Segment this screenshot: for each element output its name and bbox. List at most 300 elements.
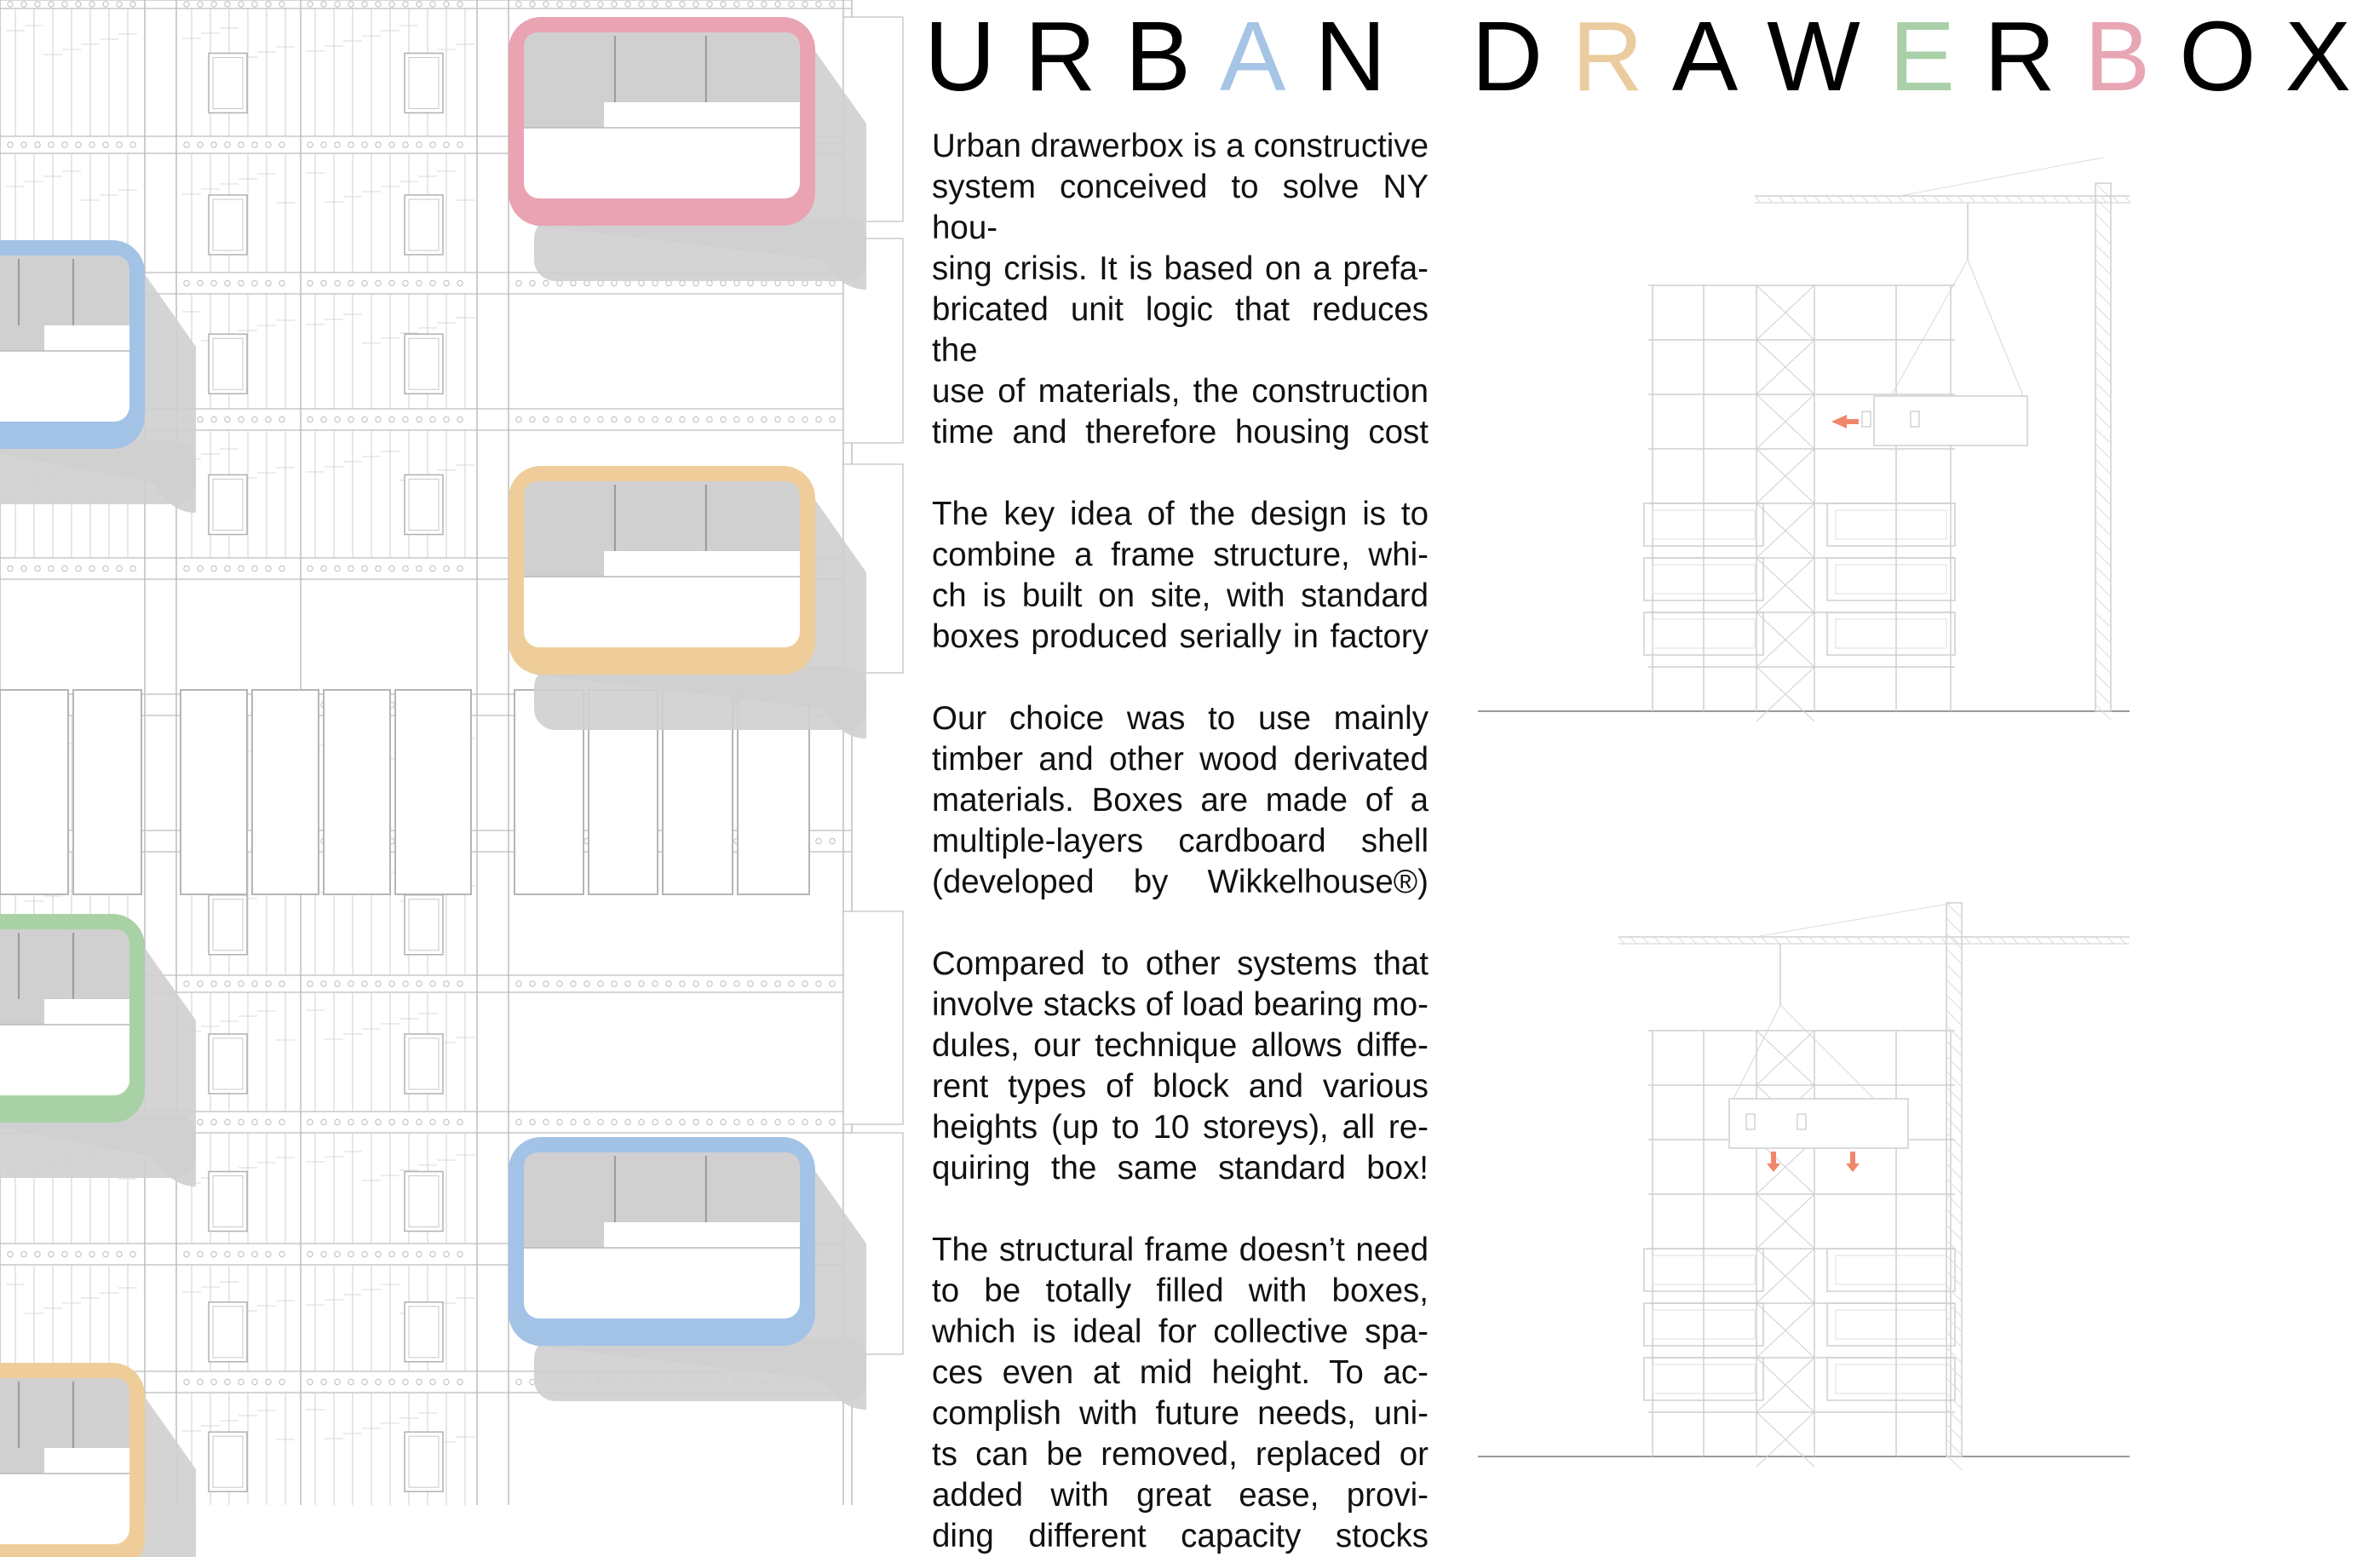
bolt — [430, 1251, 435, 1256]
jib-lattice — [1922, 196, 1928, 203]
jib-lattice — [1755, 196, 1761, 203]
title-letter: A — [1671, 1, 1768, 112]
bolt — [652, 1119, 658, 1124]
bolt — [652, 417, 658, 422]
mast-lattice — [1946, 1424, 1962, 1439]
window — [405, 895, 443, 955]
bolt — [830, 280, 835, 285]
mast-lattice — [2095, 490, 2111, 505]
jib-lattice — [1802, 196, 1808, 203]
shop-glazing — [0, 690, 68, 894]
bolt — [279, 2, 285, 7]
bolt — [35, 2, 40, 7]
window — [405, 1034, 443, 1094]
bolt — [721, 981, 726, 986]
diagram-group — [1478, 158, 2130, 721]
bolt — [266, 142, 271, 147]
bolt — [639, 2, 644, 7]
bolt — [530, 1119, 535, 1124]
bolt — [612, 280, 617, 285]
bolt — [557, 981, 562, 986]
text-line: combine a frame structure, whi- — [932, 537, 1429, 573]
jib-lattice — [1905, 937, 1911, 944]
bolt — [211, 142, 216, 147]
bolt — [184, 566, 189, 571]
bolt — [417, 417, 422, 422]
jib-lattice — [1702, 937, 1708, 944]
mast-lattice — [1946, 980, 1962, 995]
text-line: ces even at mid height. To ac- — [932, 1354, 1429, 1391]
jib-lattice — [1726, 937, 1732, 944]
mast-lattice — [1946, 1286, 1962, 1301]
bolt — [198, 566, 203, 571]
text-line: involve stacks of load bearing mo- — [932, 986, 1429, 1023]
jib-lattice — [2005, 196, 2011, 203]
bolt — [417, 981, 422, 986]
shop-glazing — [324, 690, 390, 894]
bolt — [707, 1119, 712, 1124]
bolt — [225, 1119, 230, 1124]
mast-lattice — [2095, 474, 2111, 490]
bolt — [279, 981, 285, 986]
bolt — [430, 417, 435, 422]
bolt — [816, 2, 821, 7]
bolt — [403, 1251, 408, 1256]
bolt — [376, 142, 381, 147]
bolt — [225, 1251, 230, 1256]
bolt — [308, 142, 313, 147]
bolt — [666, 981, 671, 986]
bolt — [584, 1119, 589, 1124]
mast-lattice — [2095, 260, 2111, 275]
bolt — [117, 566, 122, 571]
jib-lattice — [1874, 196, 1880, 203]
bolt — [348, 280, 354, 285]
bolt — [308, 1119, 313, 1124]
bolt — [279, 280, 285, 285]
bolt — [211, 2, 216, 7]
bolt — [802, 2, 808, 7]
window — [209, 1432, 247, 1491]
insert-arrow — [1831, 415, 1859, 428]
bolt — [211, 1251, 216, 1256]
mast-lattice — [1946, 918, 1962, 934]
box-shadow — [0, 440, 196, 504]
bolt — [321, 280, 326, 285]
bolt — [211, 566, 216, 571]
bolt — [571, 981, 576, 986]
bolt — [376, 1251, 381, 1256]
bolt — [252, 417, 257, 422]
jib-lattice — [1750, 937, 1756, 944]
bolt — [389, 2, 394, 7]
mast-lattice — [2095, 214, 2111, 229]
description-paragraph — [932, 944, 1429, 1189]
mast-lattice — [2095, 582, 2111, 597]
bolt — [49, 142, 54, 147]
text-line: time and therefore housing cost — [932, 414, 1429, 451]
bolt — [252, 981, 257, 986]
bolt — [625, 2, 630, 7]
title-letter: U — [924, 1, 1025, 112]
bolt — [239, 2, 244, 7]
bolt — [789, 981, 794, 986]
mast-lattice — [1946, 1056, 1962, 1072]
box-shadow — [534, 1337, 866, 1401]
bolt — [543, 1119, 549, 1124]
bolt — [184, 280, 189, 285]
bolt — [457, 1119, 463, 1124]
bolt — [362, 1379, 367, 1384]
bolt — [571, 417, 576, 422]
bolt — [584, 417, 589, 422]
crane-diagram-horizontal-insertion — [1474, 158, 2130, 720]
mast-lattice — [2095, 398, 2111, 413]
mast-lattice — [1946, 1347, 1962, 1363]
bolt — [444, 981, 449, 986]
bolt — [543, 2, 549, 7]
bolt — [348, 981, 354, 986]
bolt — [103, 1251, 108, 1256]
mast-lattice — [2095, 413, 2111, 428]
bolt — [76, 2, 81, 7]
project-title — [924, 0, 2380, 112]
description-paragraph — [932, 698, 1429, 903]
bolt — [389, 1251, 394, 1256]
jib-lattice — [1850, 196, 1856, 203]
bolt — [830, 417, 835, 422]
mast-lattice — [2095, 505, 2111, 520]
bolt — [348, 417, 354, 422]
bolt — [266, 566, 271, 571]
mast-lattice — [2095, 336, 2111, 352]
mast-lattice — [1946, 903, 1962, 918]
jib-lattice — [2072, 937, 2078, 944]
bolt — [639, 280, 644, 285]
bolt — [417, 280, 422, 285]
bolt — [625, 1119, 630, 1124]
bolt — [376, 2, 381, 7]
mast-lattice — [2095, 382, 2111, 398]
box-unit-3 — [0, 914, 196, 1186]
bolt — [802, 1119, 808, 1124]
bolt — [707, 280, 712, 285]
bolt — [693, 981, 698, 986]
bolt — [362, 1119, 367, 1124]
bolt — [403, 280, 408, 285]
jib-lattice — [2012, 937, 2018, 944]
window — [209, 1172, 247, 1232]
bolt — [21, 1251, 26, 1256]
window — [405, 195, 443, 255]
mast-lattice — [1946, 1209, 1962, 1225]
bolt — [762, 417, 767, 422]
bolt — [252, 1119, 257, 1124]
bolt — [348, 566, 354, 571]
title-letter: A — [1219, 1, 1315, 112]
bolt — [457, 2, 463, 7]
mast-lattice — [2095, 520, 2111, 536]
bolt — [211, 417, 216, 422]
bolt — [734, 2, 739, 7]
text-line: Urban drawerbox is a constructive — [932, 128, 1429, 164]
bolt — [198, 280, 203, 285]
bolt — [21, 2, 26, 7]
bolt — [184, 981, 189, 986]
bolt — [707, 981, 712, 986]
title-letter: R — [1572, 1, 1672, 112]
bolt — [198, 1379, 203, 1384]
bolt — [321, 981, 326, 986]
bolt — [62, 142, 67, 147]
jib-lattice — [1738, 937, 1744, 944]
text-line: (developed by Wikkelhouse®) — [932, 864, 1429, 900]
jib-lattice — [2060, 937, 2066, 944]
bolt — [321, 142, 326, 147]
bolt — [239, 1379, 244, 1384]
bolt — [571, 280, 576, 285]
jib-lattice — [2084, 937, 2090, 944]
bolt — [598, 417, 603, 422]
bolt — [457, 981, 463, 986]
text-line: materials. Boxes are made of a — [932, 782, 1429, 819]
description-paragraph — [932, 1230, 1429, 1557]
title-letter — [1415, 0, 1471, 112]
bolt — [130, 142, 135, 147]
jib-lattice — [2077, 196, 2083, 203]
bolt — [444, 280, 449, 285]
text-line: use of materials, the construction — [932, 373, 1429, 410]
bolt — [530, 280, 535, 285]
bolt — [239, 280, 244, 285]
jib-lattice — [1797, 937, 1803, 944]
bolt — [639, 1119, 644, 1124]
bolt — [598, 2, 603, 7]
bolt — [666, 1119, 671, 1124]
crane-diagram-vertical-insertion — [1474, 903, 2130, 1465]
jib-lattice — [1988, 937, 1994, 944]
mast-lattice — [1946, 1133, 1962, 1148]
window — [209, 1302, 247, 1362]
box-window — [1862, 411, 1871, 427]
jib-lattice — [2036, 937, 2042, 944]
bolt — [239, 1251, 244, 1256]
crane-tie — [1755, 903, 1954, 937]
bolt — [516, 1119, 521, 1124]
bolt — [117, 2, 122, 7]
bolt — [62, 566, 67, 571]
title-letter: W — [1767, 1, 1889, 112]
text-line: ding different capacity stocks — [932, 1518, 1429, 1554]
text-line: heights (up to 10 storeys), all re- — [932, 1109, 1429, 1146]
mast-lattice — [1946, 1378, 1962, 1393]
mast-lattice — [1946, 995, 1962, 1010]
window — [209, 334, 247, 394]
bolt — [376, 417, 381, 422]
jib-lattice — [1862, 196, 1868, 203]
jib-lattice — [2065, 196, 2071, 203]
mast-lattice — [1946, 1087, 1962, 1102]
window — [209, 895, 247, 955]
window — [405, 334, 443, 394]
bolt — [721, 1119, 726, 1124]
bolt — [516, 2, 521, 7]
jib-lattice — [1869, 937, 1875, 944]
bolt — [348, 142, 354, 147]
jib-lattice — [1654, 937, 1660, 944]
window — [209, 54, 247, 113]
bolt — [362, 981, 367, 986]
text-line: to be totally filled with boxes, — [932, 1273, 1429, 1309]
text-line: ts can be removed, replaced or — [932, 1436, 1429, 1473]
mast-lattice — [1946, 1026, 1962, 1041]
jib-lattice — [1785, 937, 1791, 944]
bolt — [49, 1251, 54, 1256]
mast-lattice — [2095, 628, 2111, 643]
bolt — [734, 981, 739, 986]
bolt — [211, 1379, 216, 1384]
bolt — [557, 280, 562, 285]
bolt — [775, 280, 780, 285]
bolt — [308, 1379, 313, 1384]
mast-lattice — [1946, 1393, 1962, 1409]
bolt — [266, 1251, 271, 1256]
bolt — [707, 2, 712, 7]
window — [405, 1432, 443, 1491]
bolt — [335, 1379, 340, 1384]
text-line: quiring the same standard box! — [932, 1150, 1429, 1186]
insert-arrow — [1767, 1152, 1780, 1172]
jib-lattice — [1774, 937, 1779, 944]
bolt — [198, 142, 203, 147]
text-line: The key idea of the design is to — [932, 496, 1429, 532]
bolt — [252, 2, 257, 7]
bolt — [557, 417, 562, 422]
bolt — [198, 2, 203, 7]
bolt — [103, 142, 108, 147]
text-line: ch is built on site, with standard — [932, 577, 1429, 614]
bolt — [430, 2, 435, 7]
text-line: timber and other wood derivated — [932, 741, 1429, 778]
bolt — [666, 417, 671, 422]
bolt — [348, 2, 354, 7]
bolt — [35, 1251, 40, 1256]
bolt — [403, 142, 408, 147]
jib-lattice — [1826, 196, 1832, 203]
mast-lattice — [1946, 1102, 1962, 1117]
mast-lattice — [1946, 1179, 1962, 1194]
bolt — [8, 142, 13, 147]
bolt — [266, 280, 271, 285]
bolt — [35, 566, 40, 571]
bolt — [76, 1251, 81, 1256]
bolt — [211, 1119, 216, 1124]
jib-lattice — [2124, 196, 2130, 203]
mast-lattice — [2095, 306, 2111, 321]
mast-lattice — [2095, 229, 2111, 244]
window — [405, 475, 443, 535]
bolt — [211, 280, 216, 285]
bolt — [321, 1379, 326, 1384]
bolt — [625, 417, 630, 422]
jib-lattice — [1838, 196, 1844, 203]
jib-lattice — [2000, 937, 2006, 944]
bolt — [444, 1251, 449, 1256]
jib-lattice — [1791, 196, 1796, 203]
bolt — [403, 417, 408, 422]
jib-lattice — [1630, 937, 1636, 944]
bolt — [49, 566, 54, 571]
title-letter: O — [2179, 1, 2285, 112]
bolt — [335, 566, 340, 571]
bolt — [335, 1119, 340, 1124]
bolt — [225, 981, 230, 986]
bolt — [543, 280, 549, 285]
bolt — [639, 417, 644, 422]
bolt — [389, 981, 394, 986]
text-line: Compared to other systems that — [932, 945, 1429, 982]
jib-lattice — [2095, 937, 2101, 944]
bolt — [21, 566, 26, 571]
bolt — [444, 1379, 449, 1384]
bolt — [430, 1379, 435, 1384]
bolt — [362, 142, 367, 147]
stacked-box-inner — [1836, 619, 1946, 648]
bolt — [252, 280, 257, 285]
bolt — [76, 566, 81, 571]
bolt — [680, 2, 685, 7]
bolt — [721, 280, 726, 285]
bolt — [348, 1379, 354, 1384]
bolt — [748, 417, 753, 422]
bolt — [666, 2, 671, 7]
bolt — [680, 1119, 685, 1124]
bolt — [444, 566, 449, 571]
jib-lattice — [1964, 937, 1970, 944]
bolt — [49, 2, 54, 7]
title-letter: D — [1471, 1, 1572, 112]
text-line: Our choice was to use mainly — [932, 700, 1429, 737]
shop-glazing — [73, 690, 141, 894]
bolt — [830, 2, 835, 7]
window — [405, 54, 443, 113]
sling — [1968, 260, 2023, 396]
crane-tie — [1900, 158, 2103, 196]
bolt — [530, 2, 535, 7]
bolt — [584, 280, 589, 285]
bolt — [444, 142, 449, 147]
bolt — [734, 1119, 739, 1124]
title-letter: N — [1314, 1, 1416, 112]
mast-lattice — [2095, 536, 2111, 551]
text-line: complish with future needs, uni- — [932, 1395, 1429, 1432]
mast-lattice — [2095, 290, 2111, 306]
bolt — [816, 280, 821, 285]
bolt — [21, 142, 26, 147]
bolt — [308, 981, 313, 986]
mast-lattice — [2095, 198, 2111, 214]
jib-lattice — [1976, 937, 1982, 944]
lifted-box — [1729, 1099, 1908, 1148]
bolt — [389, 1379, 394, 1384]
mast-lattice — [2095, 444, 2111, 459]
bolt — [721, 417, 726, 422]
bolt — [571, 2, 576, 7]
mast-lattice — [2095, 674, 2111, 689]
bolt — [543, 417, 549, 422]
mast-lattice — [2095, 459, 2111, 474]
bolt — [198, 417, 203, 422]
